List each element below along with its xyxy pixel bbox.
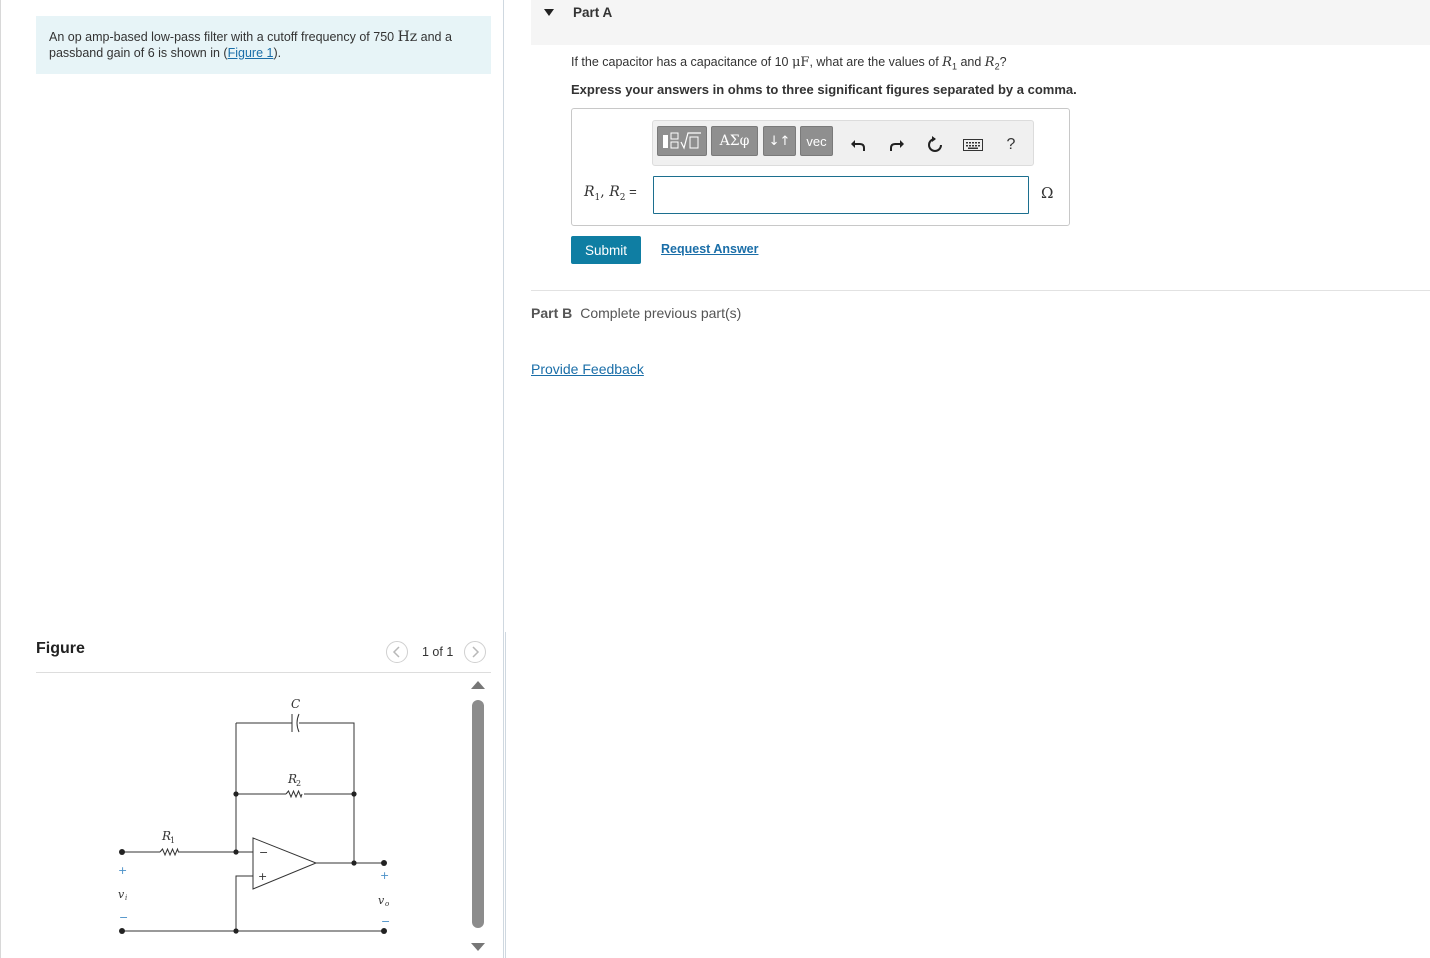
part-b-row[interactable] <box>531 305 741 321</box>
vi-minus-sign: − <box>119 911 129 924</box>
chevron-right-icon <box>470 646 480 658</box>
r2-subscript: 2 <box>296 779 302 788</box>
scroll-up-arrow[interactable] <box>471 681 485 689</box>
undo-button[interactable] <box>847 134 869 156</box>
answer-label-r2-sub: 2 <box>619 192 626 203</box>
figure-rule <box>36 672 491 673</box>
pane-divider-lower <box>505 632 506 958</box>
vo-plus-sign: + <box>380 869 390 882</box>
answer-label-eq: = <box>625 184 637 199</box>
answer-input[interactable] <box>653 176 1029 214</box>
r1-label: R <box>162 829 172 843</box>
left-border <box>0 0 1 958</box>
scroll-down-arrow[interactable] <box>471 943 485 951</box>
vo-subscript: o <box>385 900 390 908</box>
redo-button[interactable] <box>886 134 908 156</box>
redo-icon <box>889 137 905 153</box>
section-divider <box>531 290 1430 291</box>
part-a-question <box>571 55 1007 72</box>
chevron-left-icon <box>392 646 402 658</box>
part-b-status: Complete previous part(s) <box>580 305 742 321</box>
answer-label-r1-sub: 1 <box>594 192 601 203</box>
figure-next-button[interactable] <box>464 641 486 663</box>
vo-label: v <box>378 894 385 907</box>
figure-pager <box>386 641 486 663</box>
r1-subscript: 1 <box>170 836 176 845</box>
keyboard-button[interactable] <box>962 134 984 156</box>
question-r2-sub: 2 <box>994 61 1000 72</box>
keyboard-icon <box>963 138 983 152</box>
subscript-superscript-button[interactable]: ↓↑ <box>763 126 796 156</box>
vi-label: v <box>118 888 125 901</box>
intro-text-2: and a passband gain of 6 is shown in ( <box>49 30 452 60</box>
greek-symbols-button[interactable]: ΑΣφ <box>711 126 758 156</box>
answer-label <box>584 184 637 203</box>
figure-title: Figure <box>36 640 85 657</box>
request-answer-link[interactable]: Request Answer <box>661 242 759 256</box>
intro-unit-hz: Hz <box>397 29 418 45</box>
answer-label-r1: R <box>584 184 595 200</box>
reset-button[interactable] <box>924 134 946 156</box>
r2-label: R <box>288 772 298 786</box>
figure-prev-button[interactable] <box>386 641 408 663</box>
problem-intro <box>36 16 491 74</box>
help-button[interactable]: ? <box>1006 136 1016 153</box>
answer-unit: Ω <box>1041 184 1054 202</box>
question-text-3: and <box>956 55 985 69</box>
figure-page-count: 1 of 1 <box>422 645 454 659</box>
figure-link[interactable]: Figure 1 <box>227 46 274 60</box>
figure-scrollbar-thumb[interactable] <box>472 700 484 928</box>
question-unit: μF <box>791 55 810 70</box>
answer-label-r2: R <box>609 184 620 200</box>
opamp-inverting-sign: − <box>259 846 269 859</box>
vi-subscript: i <box>125 894 128 902</box>
caret-down-icon[interactable] <box>544 9 554 16</box>
pane-divider[interactable] <box>503 0 504 958</box>
part-a-instructions: Express your answers in ohms to three significant figures separated by a comma. <box>571 82 1077 97</box>
provide-feedback-link[interactable]: Provide Feedback <box>531 361 644 377</box>
submit-button[interactable]: Submit <box>571 236 641 264</box>
question-r2: R <box>984 55 995 70</box>
fraction-sqrt-icon <box>660 130 704 152</box>
templates-button[interactable] <box>657 126 707 156</box>
question-text-4: ? <box>999 55 1007 69</box>
question-text-1: If the capacitor has a capacitance of 10 <box>571 55 792 69</box>
opamp-noninverting-sign: + <box>258 870 268 883</box>
vector-button[interactable]: vec <box>800 126 833 156</box>
undo-icon <box>850 137 866 153</box>
question-text-2: , what are the values of <box>809 55 943 69</box>
answer-label-sep: , <box>600 184 610 200</box>
part-a-title[interactable]: Part A <box>573 5 613 20</box>
circuit-diagram <box>100 690 400 950</box>
vo-minus-sign: − <box>381 915 391 928</box>
vi-plus-sign: + <box>118 864 128 877</box>
question-r1-sub: 1 <box>951 61 957 72</box>
part-a-header[interactable] <box>531 0 1430 45</box>
question-r1: R <box>942 55 952 70</box>
reset-icon <box>926 136 944 154</box>
capacitor-label: C <box>291 697 301 711</box>
part-b-title: Part B <box>531 305 573 321</box>
intro-text-3: ). <box>273 46 282 60</box>
intro-text-1: An op amp-based low-pass filter with a cutoff frequency of 750 <box>49 30 398 44</box>
